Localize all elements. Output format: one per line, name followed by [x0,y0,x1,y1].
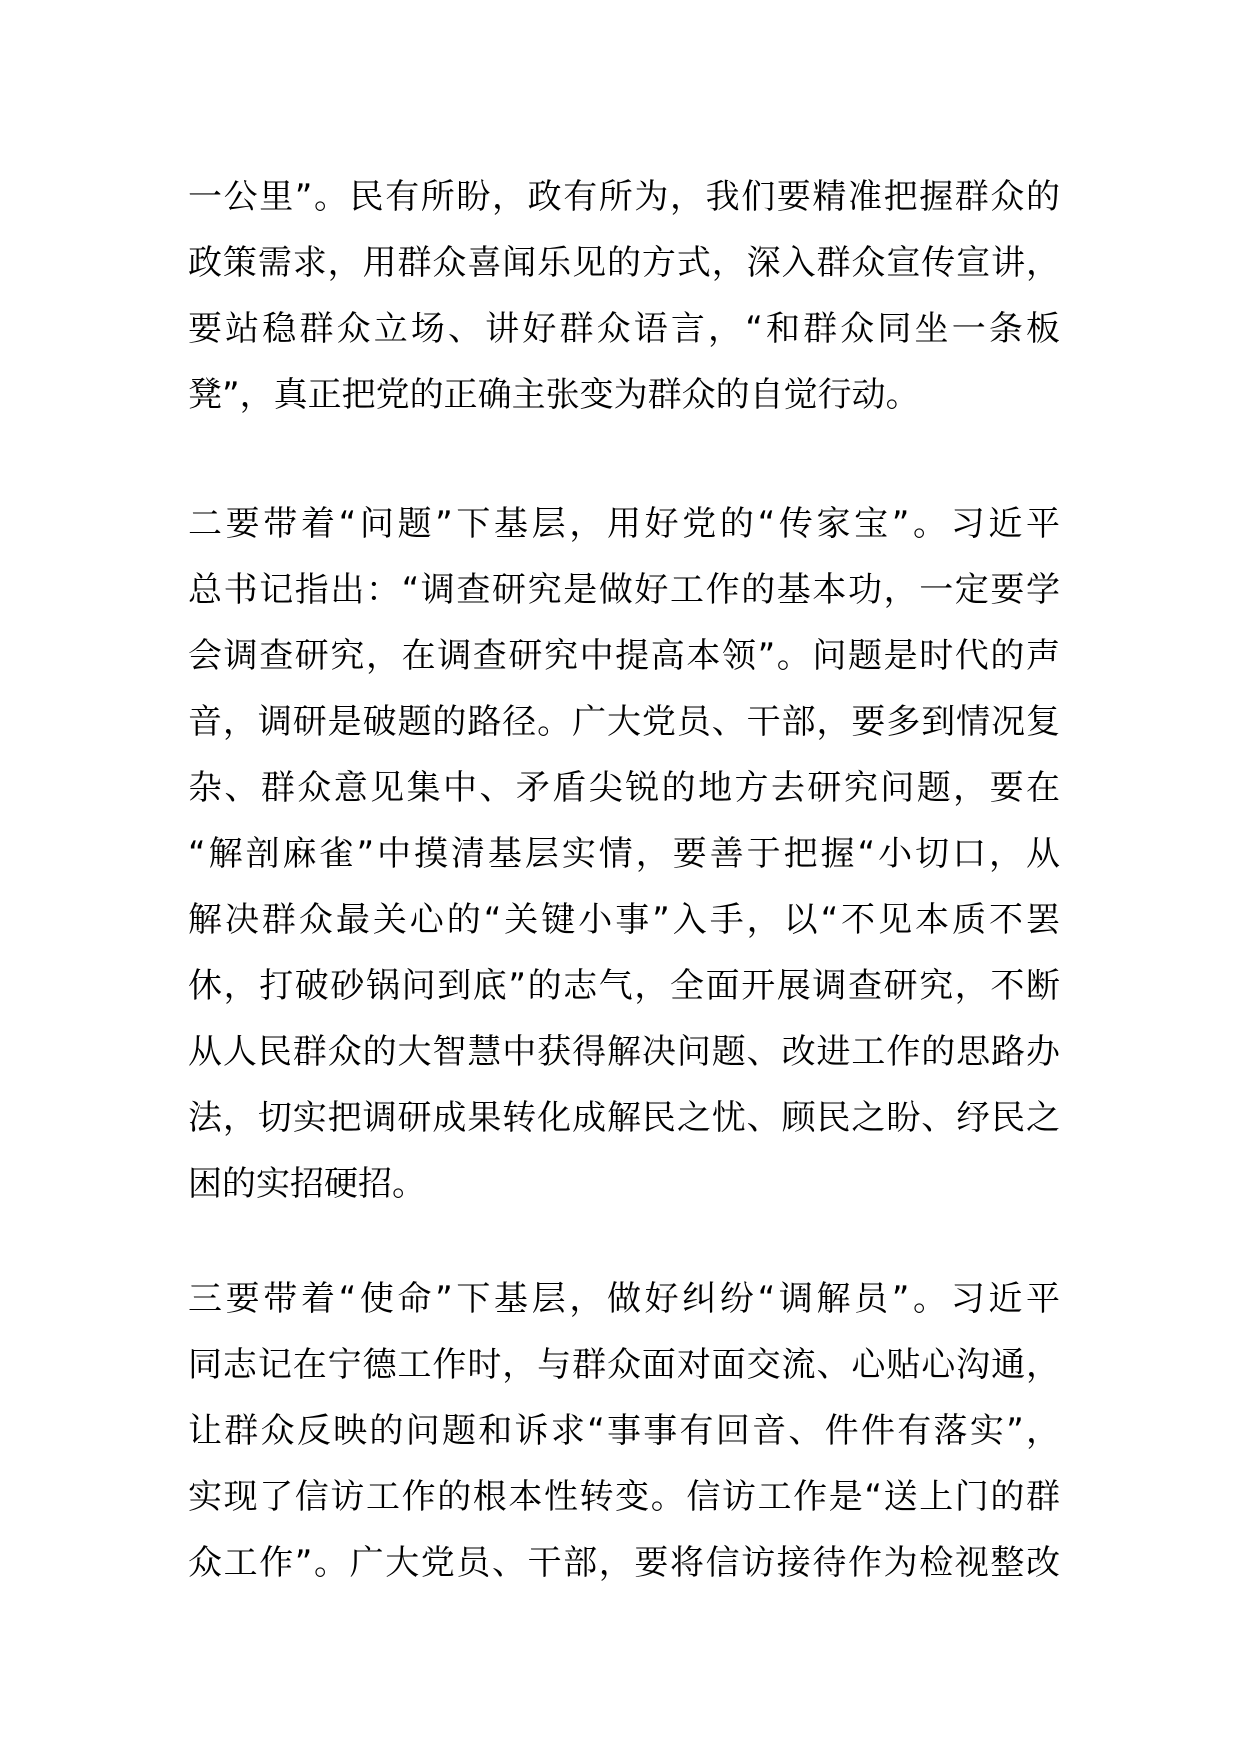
paragraph-line: 解决群众最关心的“关键小事”入手，以“不见本质不罢 [188,900,1060,940]
paragraph-line: 会调查研究，在调查研究中提高本领”。问题是时代的声 [188,636,1060,676]
paragraph-line: 三要带着“使命”下基层，做好纠纷“调解员”。习近平 [188,1279,1060,1319]
paragraph-line: 休，打破砂锅问到底”的志气，全面开展调查研究，不断 [188,966,1060,1006]
paragraph-line: 一公里”。民有所盼，政有所为，我们要精准把握群众的 [188,177,1060,217]
paragraph-line: 总书记指出：“调查研究是做好工作的基本功，一定要学 [188,570,1060,610]
paragraph-line: 同志记在宁德工作时，与群众面对面交流、心贴心沟通， [188,1345,1060,1385]
paragraph-line: 困的实招硬招。 [188,1164,426,1204]
paragraph-line: 实现了信访工作的根本性转变。信访工作是“送上门的群 [188,1477,1060,1517]
paragraph-line: 从人民群众的大智慧中获得解决问题、改进工作的思路办 [188,1032,1060,1072]
paragraph-line: “解剖麻雀”中摸清基层实情，要善于把握“小切口，从 [188,834,1060,874]
paragraph-line: 政策需求，用群众喜闻乐见的方式，深入群众宣传宣讲， [188,243,1060,283]
paragraph-line: 法，切实把调研成果转化成解民之忧、顾民之盼、纾民之 [188,1098,1060,1138]
paragraph-line: 让群众反映的问题和诉求“事事有回音、件件有落实”， [188,1411,1060,1451]
paragraph-3 [188,1266,1060,1596]
paragraph-line: 杂、群众意见集中、矛盾尖锐的地方去研究问题，要在 [188,768,1060,808]
paragraph-2 [188,491,1060,1217]
paragraph-line: 音，调研是破题的路径。广大党员、干部，要多到情况复 [188,702,1060,742]
paragraph-line: 二要带着“问题”下基层，用好党的“传家宝”。习近平 [188,504,1060,544]
paragraph-1 [188,164,1060,428]
paragraph-line: 众工作”。广大党员、干部，要将信访接待作为检视整改 [188,1543,1060,1583]
paragraph-line: 凳”，真正把党的正确主张变为群众的自觉行动。 [188,375,920,415]
paragraph-line: 要站稳群众立场、讲好群众语言，“和群众同坐一条板 [188,309,1060,349]
